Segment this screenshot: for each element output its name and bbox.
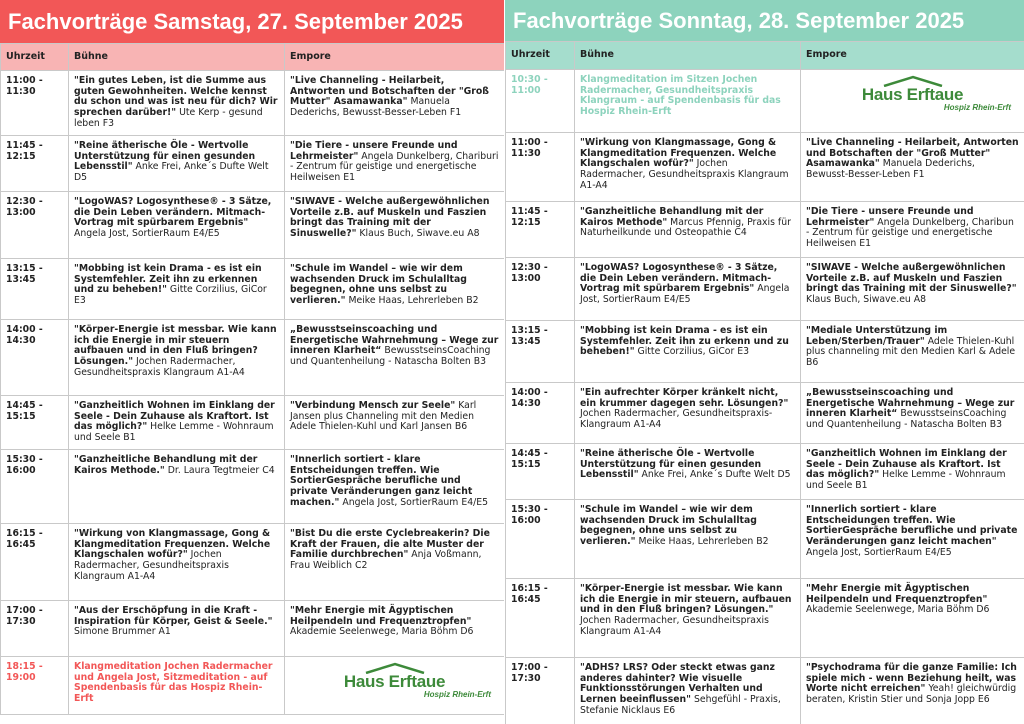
session-speaker: Jochen Radermacher, Gesundheitspraxis-Klangraum A1-A4 xyxy=(580,408,773,431)
session-title: "Mehr Energie mit Ägyptischen Heilpendeln und Frequenztropfen" xyxy=(290,605,472,627)
session-title: "Verbindung Mensch zur Seele" xyxy=(290,400,456,411)
session-title: "Ganzheitlich Wohnen im Einklang der Seele - Dein Zuhause als Kraftort. Ist das möglich?" xyxy=(74,400,275,433)
session-title: "LogoWAS? Logosynthese® - 3 Sätze, die Dein Leben verändern. Mitmach-Vortrag mit spürbarem Ergebnis" xyxy=(74,196,272,229)
table-row xyxy=(1,524,505,601)
session-time: 11:45 - 12:15 xyxy=(506,202,575,258)
empore-session xyxy=(801,444,1024,500)
session-speaker: Jochen Radermacher, Gesundheitspraxis Klangraum A1-A4 xyxy=(74,549,229,582)
session-speaker: Meike Haas, Lehrerleben B2 xyxy=(345,295,479,307)
table-row xyxy=(1,71,505,136)
session-speaker: Helke Lemme - Wohnraum und Seele B1 xyxy=(74,421,274,444)
session-time: 14:45 - 15:15 xyxy=(506,444,575,500)
stage-session xyxy=(69,136,285,192)
session-speaker: Angela Jost, SortierRaum E4/E5 xyxy=(580,283,790,306)
table-row xyxy=(506,321,1024,383)
stage-session xyxy=(575,500,801,579)
session-time: 16:15 - 16:45 xyxy=(1,524,69,601)
session-time: 11:45 - 12:15 xyxy=(1,136,69,192)
session-time: 17:00 - 17:30 xyxy=(1,601,69,657)
empore-session xyxy=(285,136,505,192)
table-row xyxy=(506,444,1024,500)
session-speaker: Angela Jost, SortierRaum E4/E5 xyxy=(806,546,952,558)
empore-session xyxy=(285,396,505,450)
session-speaker: Angela Jost, SortierRaum E4/E5 xyxy=(339,496,489,508)
session-speaker: Helke Lemme - Wohnraum und Seele B1 xyxy=(806,469,1006,492)
session-title: "Live Channeling - Heilarbeit, Antworten und Botschaften der "Groß Mutter" Asamawanka" xyxy=(290,75,489,108)
table-row xyxy=(506,202,1024,258)
session-speaker: BewusstseinsCoaching und Quantenheilung - Natascha Bolten B3 xyxy=(290,345,491,368)
session-title: "Mediale Unterstützung im Leben/Sterben/Trauer" xyxy=(806,325,948,347)
session-speaker: Simone Brummer A1 xyxy=(74,626,171,638)
table-row xyxy=(506,258,1024,321)
empore-session xyxy=(801,202,1024,258)
session-time: 17:00 - 17:30 xyxy=(506,658,575,724)
session-time: 12:30 - 13:00 xyxy=(506,258,575,321)
session-speaker: Klaus Buch, Siwave.eu A8 xyxy=(356,228,480,240)
empore-session xyxy=(285,601,505,657)
empore-session xyxy=(285,657,505,715)
session-title: "ADHS? LRS? Oder steckt etwas ganz anderes dahinter? Wie visuelle Funktionsstörungen Verhalten und Lernen beeinflussen" xyxy=(580,662,775,706)
session-title: "Wirkung von Klangmassage, Gong & Klangmeditation Frequenzen. Welche Klangschalen wofür?" xyxy=(74,528,271,561)
logo-subtitle: Hospiz Rhein-Erft xyxy=(943,103,1011,112)
sunday-title: Fachvorträge Sonntag, 28. September 2025 xyxy=(505,0,1024,41)
session-title: "Mobbing ist kein Drama - es ist ein Systemfehler. Zeit ihn zu erkennen und zu beheben!" xyxy=(74,263,262,296)
hospiz-logo xyxy=(806,75,1019,112)
empore-session xyxy=(801,321,1024,383)
session-title: "Ganzheitliche Behandlung mit der Kairos Methode" xyxy=(580,206,764,228)
session-title: "Reine ätherische Öle - Wertvolle Unterstützung für einen gesunden Lebensstil" xyxy=(580,448,762,481)
stage-session xyxy=(69,320,285,396)
stage-session xyxy=(575,579,801,658)
stage-session xyxy=(575,202,801,258)
session-speaker: Akademie Seelenwege, Maria Böhm D6 xyxy=(290,626,474,638)
session-time: 14:00 - 14:30 xyxy=(506,383,575,444)
session-time: 15:30 - 16:00 xyxy=(1,450,69,524)
session-title: "Ganzheitlich Wohnen im Einklang der Seele - Dein Zuhause als Kraftort. Ist das möglich?" xyxy=(806,448,1007,481)
column-header-time: Uhrzeit xyxy=(1,44,69,71)
stage-session xyxy=(575,658,801,724)
logo-name: Haus Erftaue xyxy=(343,672,446,691)
session-speaker: Klaus Buch, Siwave.eu A8 xyxy=(806,294,927,306)
column-header-stage: Bühne xyxy=(69,44,285,71)
session-speaker: Dr. Laura Tegtmeier C4 xyxy=(164,464,275,476)
stage-session xyxy=(69,396,285,450)
empore-session xyxy=(801,579,1024,658)
table-row xyxy=(1,259,505,320)
empore-session xyxy=(801,258,1024,321)
session-title: „Bewusstseinscoaching und Energetische Wahrnehmung – Wege zur inneren Klarheit“ xyxy=(806,387,1015,420)
saturday-panel xyxy=(0,0,504,724)
empore-session xyxy=(285,71,505,136)
session-time: 11:00 - 11:30 xyxy=(506,133,575,202)
session-title: "Ein gutes Leben, ist die Summe aus guten Gewohnheiten. Welche kennst du schon und was ist neu für dich? Wir sprechen darüber!" xyxy=(74,75,278,119)
stage-session xyxy=(69,71,285,136)
stage-session xyxy=(69,450,285,524)
session-time: 12:30 - 13:00 xyxy=(1,192,69,259)
table-row xyxy=(1,657,505,715)
session-title: "Ein aufrechter Körper kränkelt nicht, ein krummer dagegen sehr. Lösungen?" xyxy=(580,387,789,409)
session-speaker: Meike Haas, Lehrerleben B2 xyxy=(635,536,769,548)
session-speaker: Manuela Dederichs, Bewusst-Besser-Leben F1 xyxy=(290,96,462,119)
session-title: „Bewusstseinscoaching und Energetische Wahrnehmung – Wege zur inneren Klarheit“ xyxy=(290,324,499,357)
empore-session xyxy=(285,192,505,259)
stage-session xyxy=(69,524,285,601)
table-row xyxy=(506,70,1024,133)
column-header-empore: Empore xyxy=(285,44,505,71)
session-time: 18:15 - 19:00 xyxy=(1,657,69,715)
session-title: "Innerlich sortiert - klare Entscheidungen treffen. Wie SortierGespräche berufliche und private Veränderungen ganz leicht machen." xyxy=(290,454,473,508)
column-header-time: Uhrzeit xyxy=(506,42,575,70)
session-title: Klangmeditation Jochen Radermacher und Angela Jost, Sitzmeditation - auf Spendenbasis für das Hospiz Rhein-Erft xyxy=(74,661,273,705)
column-header-empore: Empore xyxy=(801,42,1024,70)
session-title: "Psychodrama für die ganze Familie: Ich spiele mich - wenn Beziehung heilt, was Worte nicht erreichen" xyxy=(806,662,1017,695)
session-speaker: Yeah! gleichwürdig beraten, Kristin Stier und Sonja Jopp E6 xyxy=(806,683,1017,706)
session-title: Klangmeditation im Sitzen Jochen Radermacher, Gesundheitspraxis Klangraum - auf Spendenbasis für das Hospiz Rhein-Erft xyxy=(580,74,781,118)
table-row xyxy=(506,133,1024,202)
session-speaker: Sehgefühl - Praxis, Stefanie Nicklaus E6 xyxy=(580,694,781,716)
saturday-schedule-table xyxy=(0,43,504,715)
table-row xyxy=(506,383,1024,444)
session-speaker: Marcus Pfennig, Praxis für Naturheilkunde und Osteopathie C4 xyxy=(580,216,791,239)
table-header-row xyxy=(506,42,1024,70)
session-speaker: Ute Kerp - gesund leben F3 xyxy=(74,107,263,129)
empore-session xyxy=(801,133,1024,202)
session-title: "Aus der Erschöpfung in die Kraft - Inspiration für Körper, Geist & Seele." xyxy=(74,605,273,627)
empore-session xyxy=(801,383,1024,444)
session-title: "Körper-Energie ist messbar. Wie kann ich die Energie in mir steuern, aufbauen und in den Fluß bringen? Lösungen." xyxy=(580,583,792,616)
session-speaker: Manuela Dederichs, Bewusst-Besser-Leben F1 xyxy=(806,158,975,181)
session-speaker: Angela Dunkelberg, Charibun - Zentrum für geistige und energetische Heilweisen E1 xyxy=(806,216,1014,250)
session-title: "Schule im Wandel – wie wir dem wachsenden Druck im Schulalltag begegnen, ohne uns selbst zu verlieren." xyxy=(580,504,757,548)
session-title: "LogoWAS? Logosynthese® - 3 Sätze, die Dein Leben verändern. Mitmach-Vortrag mit spürbarem Ergebnis" xyxy=(580,262,778,295)
session-title: "Live Channeling - Heilarbeit, Antworten und Botschaften der "Groß Mutter" Asamawanka" xyxy=(806,137,1019,170)
session-speaker: Gitte Corzilius, GiCor E3 xyxy=(634,346,750,358)
stage-session xyxy=(575,383,801,444)
session-title: "Körper-Energie ist messbar. Wie kann ich die Energie in mir steuern aufbauen und in den Fluß bringen? Lösungen." xyxy=(74,324,277,368)
empore-session xyxy=(801,70,1024,133)
session-speaker: Gitte Corzilius, GiCor E3 xyxy=(74,284,267,307)
empore-session xyxy=(285,320,505,396)
table-row xyxy=(506,658,1024,724)
empore-session xyxy=(801,500,1024,579)
session-time: 14:45 - 15:15 xyxy=(1,396,69,450)
session-title: "Mehr Energie mit Ägyptischen Heilpendeln und Frequenztropfen" xyxy=(806,583,988,605)
session-speaker: Angela Jost, SortierRaum E4/E5 xyxy=(74,228,220,240)
table-row xyxy=(1,320,505,396)
hospiz-logo xyxy=(290,662,499,699)
stage-session xyxy=(69,259,285,320)
session-speaker: Anke Frei, Anke´s Dufte Welt D5 xyxy=(74,161,269,184)
session-time: 14:00 - 14:30 xyxy=(1,320,69,396)
session-title: "Schule im Wandel – wie wir dem wachsenden Druck im Schulalltag begegnen, ohne uns selbst zu verlieren." xyxy=(290,263,467,307)
session-speaker: Adele Thielen-Kuhl plus channeling mit den Medien Karl & Adele B6 xyxy=(806,335,1016,369)
session-speaker: Anja Voßmann, Frau Weiblich C2 xyxy=(290,549,482,572)
session-title: "Innerlich sortiert - klare Entscheidungen treffen. Wie SortierGespräche berufliche und private Veränderungen ganz leicht machen" xyxy=(806,504,1018,548)
stage-session xyxy=(69,192,285,259)
session-title: "Mobbing ist kein Drama - es ist ein Systemfehler. Zeit ihn zu erkenn und zu beheben!" xyxy=(580,325,789,358)
session-time: 13:15 - 13:45 xyxy=(506,321,575,383)
empore-session xyxy=(285,259,505,320)
session-speaker: Angela Dunkelberg, Chariburi - Zentrum für geistige und energetische Heilweisen E1 xyxy=(290,150,499,184)
column-header-stage: Bühne xyxy=(575,42,801,70)
session-speaker: Jochen Radermacher, Gesundheitspraxis Klangraum A1-A4 xyxy=(74,356,245,378)
table-row xyxy=(1,601,505,657)
session-speaker: Akademie Seelenwege, Maria Böhm D6 xyxy=(806,604,990,616)
sunday-panel xyxy=(505,0,1024,724)
session-speaker: Anke Frei, Anke´s Dufte Welt D5 xyxy=(638,469,791,481)
table-row xyxy=(1,192,505,259)
sunday-schedule-table xyxy=(505,41,1024,724)
empore-session xyxy=(801,658,1024,724)
session-time: 13:15 - 13:45 xyxy=(1,259,69,320)
logo-name: Haus Erftaue xyxy=(861,85,964,104)
stage-session xyxy=(575,444,801,500)
table-row xyxy=(506,579,1024,658)
saturday-title: Fachvorträge Samstag, 27. September 2025 xyxy=(0,0,504,43)
table-row xyxy=(1,396,505,450)
logo-subtitle: Hospiz Rhein-Erft xyxy=(423,690,491,699)
session-speaker: Karl Jansen plus Channeling mit den Medien Adele Thielen-Kuhl und Karl Jansen B6 xyxy=(290,400,477,433)
session-title: "Wirkung von Klangmassage, Gong & Klangmeditation Frequenzen. Welche Klangschalen wofür?" xyxy=(580,137,777,170)
table-row xyxy=(506,500,1024,579)
session-title: "Bist Du die erste Cyclebreakerin? Die Kraft der Frauen, die alte Muster der Familie durchbrechen" xyxy=(290,528,490,561)
table-row xyxy=(1,136,505,192)
stage-session xyxy=(69,657,285,715)
session-title: "SIWAVE - Welche außergewöhnlichen Vorteile z.B. auf Muskeln und Faszien bringt das Training mit der Sinuswelle?" xyxy=(806,262,1017,295)
stage-session xyxy=(575,70,801,133)
session-title: "Ganzheitliche Behandlung mit der Kairos Methode." xyxy=(74,454,258,476)
empore-session xyxy=(285,524,505,601)
session-time: 15:30 - 16:00 xyxy=(506,500,575,579)
session-title: "SIWAVE - Welche außergewöhnlichen Vorteile z.B. auf Muskeln und Faszien bringt das Training mit der Sinuswelle?" xyxy=(290,196,490,240)
session-time: 10:30 - 11:00 xyxy=(506,70,575,133)
session-speaker: BewusstseinsCoaching und Quantenheilung - Natascha Bolten B3 xyxy=(806,408,1007,431)
stage-session xyxy=(575,321,801,383)
session-title: "Die Tiere - unsere Freunde und Lehrmeister" xyxy=(806,206,974,228)
session-speaker: Jochen Radermacher, Gesundheitspraxis Klangraum A1-A4 xyxy=(580,158,789,191)
session-speaker: Jochen Radermacher, Gesundheitspraxis Klangraum A1-A4 xyxy=(580,615,769,637)
session-title: "Reine ätherische Öle - Wertvolle Unterstützung für einen gesunden Lebensstil" xyxy=(74,140,256,173)
session-time: 11:00 - 11:30 xyxy=(1,71,69,136)
stage-session xyxy=(575,258,801,321)
stage-session xyxy=(69,601,285,657)
session-title: "Die Tiere - unsere Freunde und Lehrmeister" xyxy=(290,140,458,162)
table-header-row xyxy=(1,44,505,71)
table-row xyxy=(1,450,505,524)
session-time: 16:15 - 16:45 xyxy=(506,579,575,658)
empore-session xyxy=(285,450,505,524)
stage-session xyxy=(575,133,801,202)
